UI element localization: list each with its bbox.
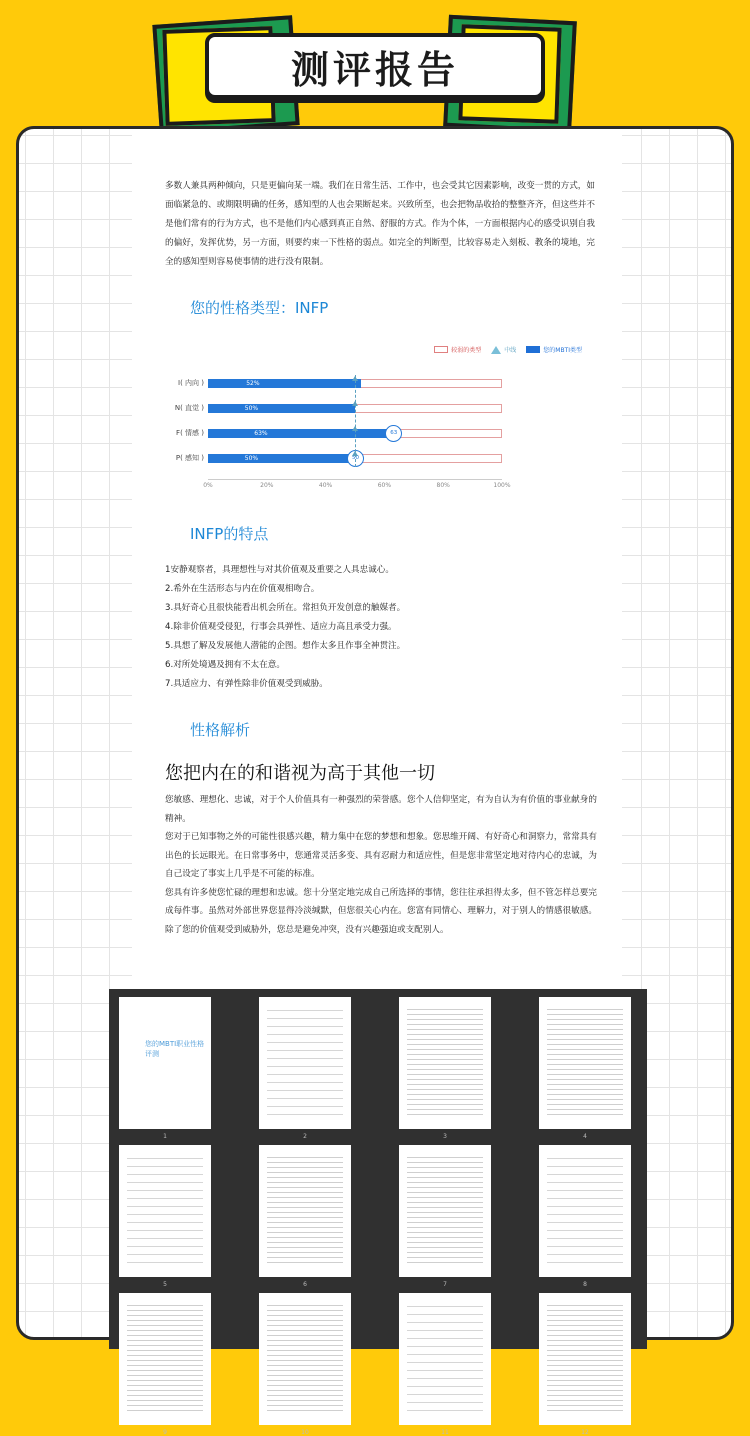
category-label: P( 感知 ) bbox=[175, 454, 204, 462]
x-tick-label: 80% bbox=[436, 482, 450, 489]
analysis-body bbox=[165, 791, 597, 939]
feature-item: 4.除非价值观受侵犯，行事会具弹性、适应力高且承受力强。 bbox=[165, 622, 397, 632]
bar-value-label: 63% bbox=[254, 430, 268, 437]
thumbnail-page-number: 11 bbox=[441, 1429, 449, 1436]
category-label: N( 直觉 ) bbox=[174, 404, 204, 412]
midline-marker bbox=[352, 401, 358, 406]
page-thumbnail[interactable] bbox=[259, 997, 351, 1140]
legend-label-yours: 您的MBTI类型 bbox=[543, 347, 582, 354]
feature-item: 6.对所处境遇及拥有不太在意。 bbox=[165, 660, 285, 670]
chart-x-axis bbox=[203, 479, 511, 491]
bar bbox=[208, 379, 361, 388]
analysis-heading: 性格解析 bbox=[190, 721, 251, 739]
x-tick-label: 40% bbox=[318, 482, 333, 489]
axis-line bbox=[208, 479, 502, 480]
analysis-subheading: 您把内在的和谐视为高于其他一切 bbox=[165, 763, 435, 784]
bar-value-label: 50% bbox=[244, 455, 259, 462]
thumbnail-text-lines bbox=[547, 1007, 623, 1119]
thumbnail-text-lines bbox=[407, 1303, 483, 1415]
intro-paragraph: 多数人兼具两种倾向，只是更偏向某一端。我们在日常生活、工作中，也会受其它因素影响，改变一贯的方式，如面临紧急的、或期限明确的任务，感知型的人也会果断起来。兴致所至，也会把物品收拾的整整齐齐，但这些并不是他们常有的行为方式，也不是他们内心感到真正自然、舒服的方式。作为个体，一方面根据内心的感受识别自我的偏好，发挥优势，另一方面，则要约束一下性格的弱点。如完全的判断型，比较容易走入刻板、教条的境地，完全的感知型则容易使事情的进行没有限制。 bbox=[165, 181, 595, 267]
page-thumbnail[interactable] bbox=[119, 1293, 211, 1436]
page-title: 测评报告 bbox=[290, 47, 459, 92]
thumbnail-page-number: 3 bbox=[443, 1133, 447, 1140]
feature-item: 3.具好奇心且很快能看出机会所在。常担负开发创意的触媒者。 bbox=[165, 603, 406, 613]
report-document bbox=[132, 129, 622, 989]
page-thumbnail[interactable] bbox=[399, 997, 491, 1140]
analysis-paragraph: 您对于已知事物之外的可能性很感兴趣，精力集中在您的梦想和想象。您思维开阔、有好奇心和洞察力，常常具有出色的长远眼光。在日常事务中，您通常灵活多变、具有忍耐力和适应性，但是您非常坚定地对待内心的忠诚，为自己设定了事实上几乎是不可能的标准。 bbox=[165, 832, 597, 879]
legend-item-yours bbox=[526, 345, 582, 354]
features-heading: INFP的特点 bbox=[190, 525, 269, 543]
midline-marker bbox=[352, 426, 358, 431]
thumbnail-page-number: 2 bbox=[303, 1133, 307, 1140]
page-thumbnail[interactable] bbox=[259, 1293, 351, 1436]
thumbnail-page-number: 1 bbox=[163, 1133, 167, 1140]
legend-label-midline: 中线 bbox=[504, 347, 517, 354]
title-banner bbox=[150, 14, 580, 130]
page-title-box bbox=[205, 33, 545, 99]
legend-item-lean bbox=[434, 345, 481, 354]
category-label: I( 内向 ) bbox=[178, 379, 204, 387]
thumbnail-page-number: 10 bbox=[301, 1429, 309, 1436]
thumbnail-page-number: 7 bbox=[443, 1281, 447, 1288]
thumbnail-page-number: 4 bbox=[583, 1133, 587, 1140]
chart-bars bbox=[174, 379, 502, 479]
thumbnail-text-lines bbox=[547, 1303, 623, 1415]
feature-item: 7.具适应力、有弹性除非价值观受到威胁。 bbox=[165, 679, 328, 689]
thumbnail-text-lines bbox=[267, 1007, 343, 1119]
page-thumbnail[interactable] bbox=[259, 1145, 351, 1288]
thumbnail-text-lines bbox=[267, 1155, 343, 1267]
feature-item: 1安静观察者，具理想性与对其价值观及重要之人具忠诚心。 bbox=[165, 565, 394, 575]
thumbnail-page-number: 6 bbox=[303, 1281, 307, 1288]
legend-swatch-midline bbox=[491, 346, 501, 354]
page-thumbnail[interactable] bbox=[399, 1293, 491, 1436]
page-thumbnail[interactable] bbox=[539, 997, 631, 1140]
bar-value-label: 52% bbox=[246, 380, 260, 387]
bar bbox=[208, 429, 393, 438]
bar-value-label: 50% bbox=[244, 405, 259, 412]
report-panel bbox=[16, 126, 734, 1436]
thumbnail-text-lines bbox=[407, 1007, 483, 1119]
analysis-paragraph: 您具有许多使您忙碌的理想和忠诚。您十分坚定地完成自己所选择的事情，您往往承担得太多，但不管怎样总要完成每件事。虽然对外部世界您显得冷淡缄默，但您很关心内在。您富有同情心、理解力，对于别人的情感很敏感。除了您的价值观受到威胁外，您总是避免冲突，没有兴趣强迫或支配别人。 bbox=[165, 887, 597, 935]
thumbnail-text-lines bbox=[407, 1155, 483, 1267]
page-thumbnails bbox=[109, 989, 647, 1436]
thumbnail-text-lines bbox=[267, 1303, 343, 1415]
value-marker: 63 bbox=[385, 425, 402, 442]
features-list bbox=[165, 561, 595, 694]
midline-marker bbox=[352, 451, 358, 456]
legend-item-midline bbox=[491, 345, 516, 354]
type-heading: 您的性格类型：INFP bbox=[190, 299, 329, 317]
page-thumbnail[interactable] bbox=[399, 1145, 491, 1288]
chart-legend bbox=[434, 345, 582, 354]
feature-item: 5.具想了解及发展他人潜能的企图。想作太多且作事全神贯注。 bbox=[165, 641, 406, 651]
legend-swatch-lean bbox=[434, 346, 448, 353]
midline-marker bbox=[352, 376, 358, 381]
x-tick-label: 0% bbox=[203, 482, 213, 489]
thumbnail-page-number: 12 bbox=[581, 1429, 589, 1436]
thumbnail-text-lines bbox=[127, 1155, 203, 1267]
page-thumbnail[interactable] bbox=[539, 1145, 631, 1288]
legend-swatch-yours bbox=[526, 346, 540, 353]
thumbnail-page-number: 8 bbox=[583, 1281, 587, 1288]
thumbnail-text-lines bbox=[127, 1303, 203, 1415]
bar bbox=[208, 404, 355, 413]
category-label: F( 情感 ) bbox=[176, 429, 204, 437]
page-thumbnail[interactable] bbox=[119, 997, 211, 1140]
thumbnail-text-lines bbox=[547, 1155, 623, 1267]
page-thumbnail[interactable] bbox=[539, 1293, 631, 1436]
feature-item: 2.希外在生活形态与内在价值观相吻合。 bbox=[165, 584, 320, 594]
value-marker: 50 bbox=[347, 450, 364, 467]
thumbnail-page-number: 9 bbox=[163, 1429, 167, 1436]
mbti-chart bbox=[142, 339, 612, 499]
thumbnail-page-number: 5 bbox=[163, 1281, 167, 1288]
analysis-paragraph: 您敏感、理想化、忠诚，对于个人价值具有一种强烈的荣誉感。您个人信仰坚定，有为自认为有价值的事业献身的精神。 bbox=[165, 795, 597, 824]
x-tick-label: 20% bbox=[260, 482, 274, 489]
page-thumbnail[interactable] bbox=[119, 1145, 211, 1288]
legend-label-lean: 较弱的类型 bbox=[451, 347, 482, 354]
x-tick-label: 60% bbox=[377, 482, 392, 489]
x-tick-label: 100% bbox=[493, 482, 511, 489]
thumbnail-cover-title: 您的MBTI职业性格评测 bbox=[145, 1040, 205, 1058]
bar bbox=[208, 454, 355, 463]
